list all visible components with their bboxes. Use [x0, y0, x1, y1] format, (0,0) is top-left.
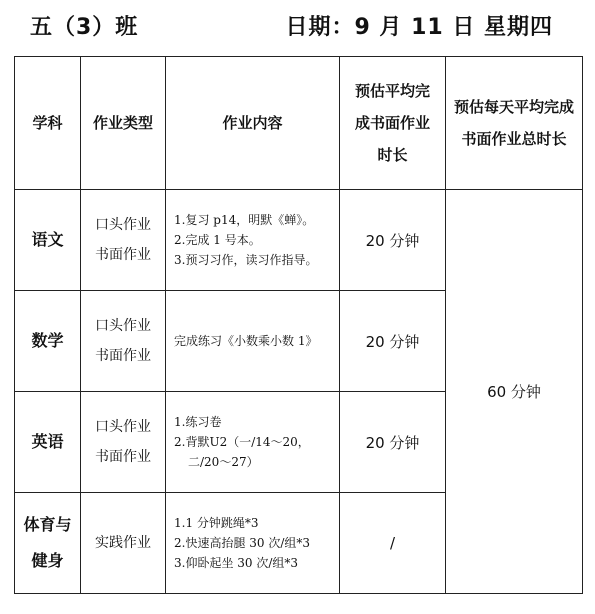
date-title: 日期：9 月 11 日 星期四	[285, 15, 553, 40]
content-cell	[166, 190, 340, 291]
type-line: 口头作业	[95, 217, 151, 233]
content-cell	[166, 493, 340, 594]
content-line: 2.快速高抬腿 30 次/组*3	[174, 536, 311, 550]
type-line: 书面作业	[95, 348, 151, 364]
header-type: 作业类型	[81, 57, 166, 190]
homework-table	[14, 56, 583, 594]
type-line: 实践作业	[95, 535, 151, 551]
class-title: 五（3）班	[30, 15, 139, 40]
table-header-row	[15, 57, 583, 190]
content-line: 1.练习卷	[174, 415, 222, 429]
type-line: 口头作业	[95, 419, 151, 435]
subject-line: 健身	[31, 551, 64, 570]
header-estimated-time	[340, 57, 446, 190]
header-estimated-time-line-2: 成书面作业	[354, 114, 430, 132]
header-total-time-line-1: 预估每天平均完成	[453, 98, 574, 116]
content-line: 3.仰卧起坐 30 次/组*3	[174, 556, 299, 570]
subject-cell	[15, 493, 81, 594]
subject-cell: 语文	[15, 190, 81, 291]
header-estimated-time-line-1: 预估平均完	[354, 82, 430, 100]
content-cell	[166, 291, 340, 392]
type-cell	[81, 291, 166, 392]
content-line: 1.1 分钟跳绳*3	[174, 516, 259, 530]
header-estimated-time-line-3: 时长	[377, 146, 408, 164]
table-row-chinese	[15, 190, 583, 291]
time-cell: /	[340, 493, 446, 594]
content-line: 2.完成 1 号本。	[174, 233, 261, 247]
type-line: 书面作业	[95, 247, 151, 263]
header-content: 作业内容	[166, 57, 340, 190]
content-cell	[166, 392, 340, 493]
time-cell: 20 分钟	[340, 291, 446, 392]
subject-line: 体育与	[23, 515, 72, 534]
subject-cell: 英语	[15, 392, 81, 493]
type-cell	[81, 392, 166, 493]
time-cell: 20 分钟	[340, 190, 446, 291]
subject-cell: 数学	[15, 291, 81, 392]
content-line: 3.预习习作，读习作指导。	[174, 253, 318, 267]
type-cell	[81, 493, 166, 594]
page-header	[0, 8, 595, 44]
total-time-cell: 60 分钟	[446, 190, 583, 594]
header-total-time-line-2: 书面作业总时长	[461, 130, 567, 148]
header-subject: 学科	[15, 57, 81, 190]
content-line: 二/20～27）	[188, 455, 259, 469]
content-line: 2.背默U2（一/14～20，	[174, 435, 310, 449]
header-total-time	[446, 57, 583, 190]
content-line: 1.复习 p14，明默《蝉》。	[174, 213, 315, 227]
type-line: 口头作业	[95, 318, 151, 334]
type-cell	[81, 190, 166, 291]
time-cell: 20 分钟	[340, 392, 446, 493]
type-line: 书面作业	[95, 449, 151, 465]
content-line: 完成练习《小数乘小数 1》	[174, 334, 318, 348]
